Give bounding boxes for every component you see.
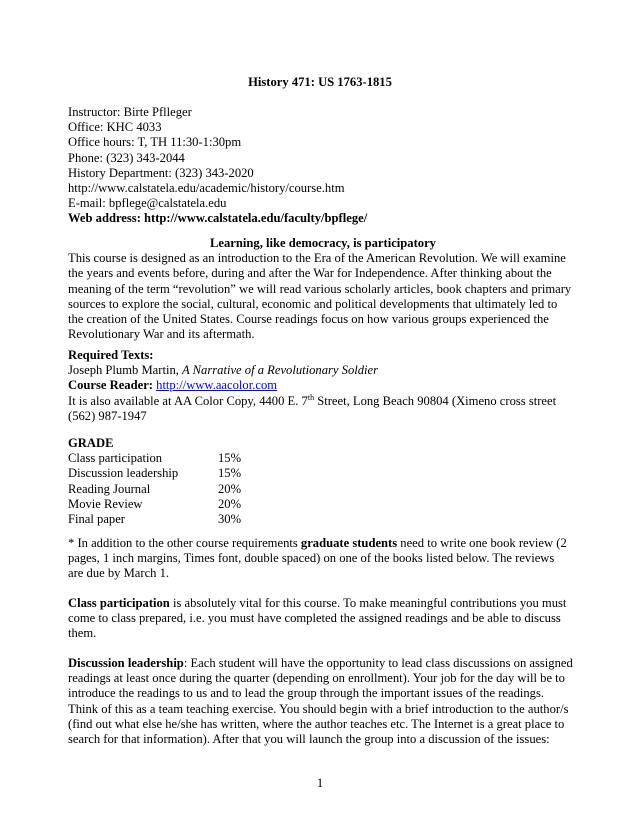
intro-line: meaning of the term “revolution” we will read various scholarly articles, book chapters and primary xyxy=(68,281,572,296)
grad-text-cont: need to write one book review (2 xyxy=(397,536,567,550)
participation-bold: Class participation xyxy=(68,596,170,610)
book-line xyxy=(68,363,578,378)
leadership-bold: Discussion leadership xyxy=(68,656,184,670)
grade-percent: 15% xyxy=(218,466,242,481)
grad-line: pages, 1 inch margins, Times font, double spaced) on one of the books listed below. The reviews xyxy=(68,551,555,566)
leadership-line: Think of this as a team teaching exercise. You should begin with a brief introduction to the author/s xyxy=(68,701,569,716)
participation-line: them. xyxy=(68,626,97,641)
grade-item: Reading Journal xyxy=(68,481,151,496)
grade-row xyxy=(68,482,578,497)
participation-line: come to class prepared, i.e. you must have completed the assigned readings and be able to discuss xyxy=(68,611,561,626)
grade-row xyxy=(68,512,578,527)
grad-bold: graduate students xyxy=(300,536,398,550)
course-reader-label: Course Reader: xyxy=(68,378,157,393)
instructor-name: Instructor: Birte Pflleger xyxy=(68,105,192,119)
availability-line xyxy=(68,394,578,409)
discussion-leadership-section xyxy=(68,656,578,747)
grad-line xyxy=(68,536,578,551)
class-participation-section xyxy=(68,596,578,642)
participation-line xyxy=(68,596,578,611)
course-reader-link[interactable]: http://www.aacolor.com xyxy=(156,378,278,393)
participation-text: is absolutely vital for this course. To make meaningful contributions you must xyxy=(169,596,567,610)
intro-line: This course is designed as an introduction to the Era of the American Revolution. We will examine xyxy=(68,251,566,266)
office: Office: KHC 4033 xyxy=(68,120,162,135)
texts-heading: Required Texts: xyxy=(68,348,154,362)
grad-text: * In addition to the other course requirements xyxy=(68,536,301,550)
intro-line: the creation of the United States. Course readings focus on how various groups experienced the xyxy=(68,312,549,327)
instructor-info xyxy=(68,105,578,227)
grade-heading: GRADE xyxy=(68,436,114,450)
grade-item: Final paper xyxy=(68,511,126,526)
grade-item: Discussion leadership xyxy=(68,466,179,481)
department-phone: History Department: (323) 343-2020 xyxy=(68,165,254,180)
phone: Phone: (323) 343-2044 xyxy=(68,150,185,165)
grade-row xyxy=(68,466,578,481)
leadership-line: search for that information). After that you will launch the group into a discussion of the issues: xyxy=(68,732,550,747)
graduate-students-section xyxy=(68,536,578,582)
leadership-line xyxy=(68,656,578,671)
availability-phone: (562) 987-1947 xyxy=(68,408,147,423)
intro-line: sources to explore the social, cultural, economic and political developments that ultimately led to xyxy=(68,296,558,311)
leadership-line: (find out what else he/she has written, where the author teaches etc. The Internet is a great place to xyxy=(68,716,565,731)
department-url: http://www.calstatela.edu/academic/history/course.htm xyxy=(68,181,345,196)
leadership-text: : Each student will have the opportunity to lead class discussions on assigned xyxy=(183,656,573,670)
book-author: Joseph Plumb Martin, xyxy=(68,363,183,378)
course-reader-line xyxy=(68,378,578,393)
availability-text-cont: Street, Long Beach 90804 (Ximeno cross street xyxy=(314,393,557,408)
leadership-line: readings at least once during the quarter (depending on enrollment). Your job for the day will be to xyxy=(68,671,565,686)
required-texts-section xyxy=(68,348,578,424)
intro-line: Revolutionary War and its aftermath. xyxy=(68,327,255,342)
grade-item: Movie Review xyxy=(68,496,143,511)
grade-percent: 20% xyxy=(218,496,242,511)
grade-section xyxy=(68,436,578,527)
grade-row xyxy=(68,497,578,512)
grad-line: are due by March 1. xyxy=(68,566,170,581)
superscript-th: th xyxy=(307,392,315,402)
intro-heading: Learning, like democracy, is participatory xyxy=(210,236,436,250)
email: E-mail: bpflege@calstatela.edu xyxy=(68,196,227,211)
web-address: Web address: http://www.calstatela.edu/faculty/bpflege/ xyxy=(68,211,368,226)
grade-item: Class participation xyxy=(68,451,163,466)
page-number: 1 xyxy=(316,776,324,790)
office-hours: Office hours: T, TH 11:30-1:30pm xyxy=(68,135,242,150)
grade-percent: 30% xyxy=(218,511,242,526)
book-title: A Narrative of a Revolutionary Soldier xyxy=(182,363,379,378)
leadership-line: introduce the readings to us and to lead the group through the important issues of the readings. xyxy=(68,686,545,701)
grade-row xyxy=(68,451,578,466)
grade-percent: 20% xyxy=(218,481,242,496)
intro-line: the years and events before, during and after the War for Independence. After thinking about the xyxy=(68,266,552,281)
course-title: History 471: US 1763-1815 xyxy=(248,75,392,89)
grade-percent: 15% xyxy=(218,451,242,466)
availability-text: It is also available at AA Color Copy, 4400 E. 7 xyxy=(68,393,308,408)
intro-section xyxy=(68,236,578,342)
